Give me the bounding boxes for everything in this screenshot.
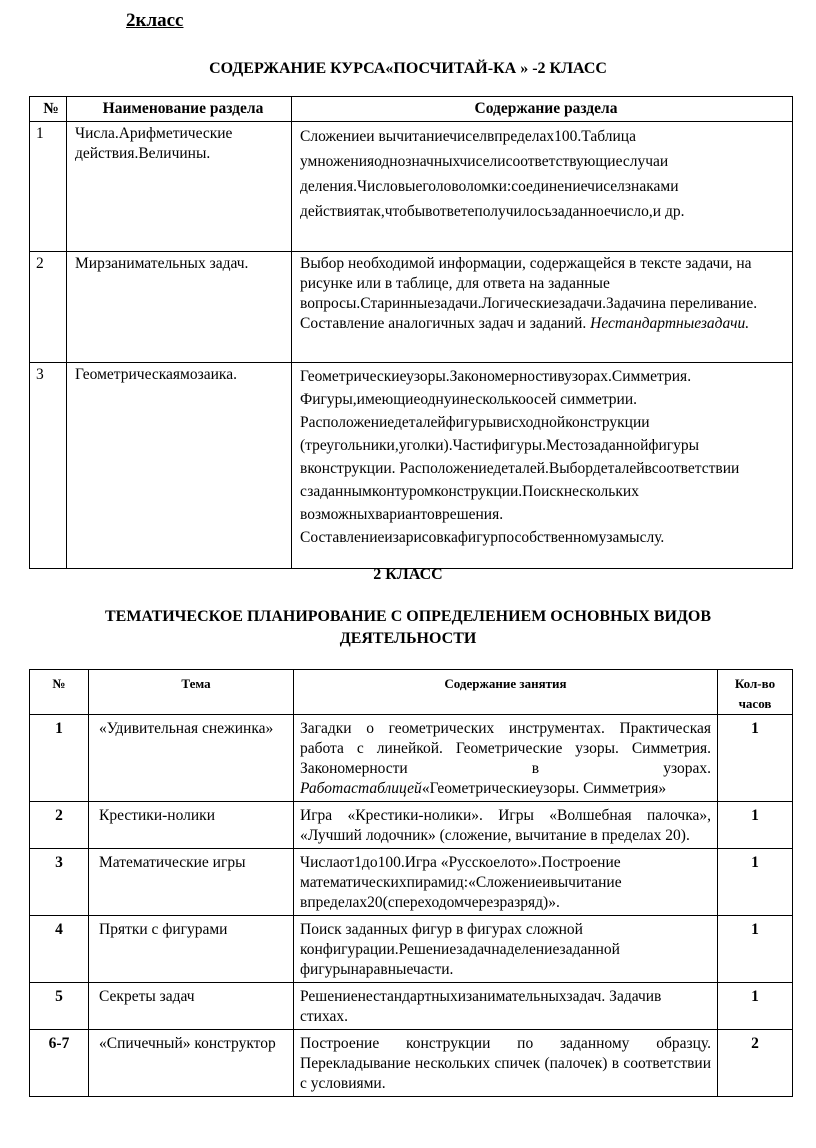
lesson-topic: Секреты задач	[89, 983, 294, 1030]
column-header-lesson-content: Содержание занятия	[294, 670, 718, 715]
lesson-hours: 2	[718, 1030, 793, 1097]
lesson-topic: Крестики-нолики	[89, 802, 294, 849]
table-row	[30, 122, 793, 252]
lesson-hours: 1	[718, 916, 793, 983]
lesson-hours: 1	[718, 849, 793, 916]
table-row	[30, 802, 793, 849]
row-number: 6-7	[30, 1030, 89, 1097]
lesson-content: Решениенестандартныхизанимательныхзадач. Задачив стихах.	[294, 983, 718, 1030]
table-header-row	[30, 670, 793, 715]
lesson-topic: Прятки с фигурами	[89, 916, 294, 983]
thematic-planning-table	[29, 669, 793, 1097]
course-content-table	[29, 96, 793, 569]
lesson-content-tail: «Геометрическиеузоры. Симметрия»	[421, 780, 667, 797]
lesson-topic: «Удивительная снежинка»	[89, 715, 294, 802]
planning-title: ТЕМАТИЧЕСКОЕ ПЛАНИРОВАНИЕ С ОПРЕДЕЛЕНИЕМ ОСНОВНЫХ ВИДОВ ДЕЯТЕЛЬНОСТИ	[104, 608, 712, 647]
column-header-topic: Тема	[89, 670, 294, 715]
section-content-cell	[292, 252, 793, 363]
section-content-italic: Нестандартныезадачи.	[590, 315, 750, 332]
lesson-content-cell	[294, 715, 718, 802]
section-name: Геометрическаямозаика.	[67, 363, 292, 569]
table-row	[30, 715, 793, 802]
row-number: 2	[30, 802, 89, 849]
table-row	[30, 983, 793, 1030]
row-number: 3	[30, 363, 67, 569]
lesson-topic: «Спичечный» конструктор	[89, 1030, 294, 1097]
column-header-section-content: Содержание раздела	[292, 97, 793, 122]
column-header-section-name: Наименование раздела	[67, 97, 292, 122]
lesson-content: Поиск заданных фигур в фигурах сложной конфигурации.Решениезадачнаделениезаданной фигурынаравныечасти.	[294, 916, 718, 983]
column-header-number: №	[30, 670, 89, 715]
section-name: Числа.Арифметические действия.Величины.	[67, 122, 292, 252]
lesson-topic: Математические игры	[89, 849, 294, 916]
row-number: 1	[30, 122, 67, 252]
row-number: 5	[30, 983, 89, 1030]
section-name: Мирзанимательных задач.	[67, 252, 292, 363]
lesson-content: Построение конструкции по заданному образцу. Перекладывание нескольких спичек (палочек) в соответствии с условиями.	[294, 1030, 718, 1097]
lesson-content-italic: Работастаблицей	[300, 780, 422, 797]
lesson-hours: 1	[718, 715, 793, 802]
column-header-number: №	[30, 97, 67, 122]
lesson-content: Загадки о геометрических инструментах. Практическая работа с линейкой. Геометрические узоры. Симметрия. Закономерности в узорах.	[300, 720, 711, 777]
lesson-content: Числаот1до100.Игра «Русскоелото».Построение математическихпирамид:«Сложениеивычитание впределах20(спереходомчерезразряд)».	[294, 849, 718, 916]
course-title: СОДЕРЖАНИЕ КУРСА«ПОСЧИТАЙ-КА » -2 КЛАСС	[209, 60, 607, 77]
table-row	[30, 252, 793, 363]
row-number: 4	[30, 916, 89, 983]
column-header-hours: Кол-во часов	[718, 670, 793, 715]
lesson-content: Игра «Крестики-нолики». Игры «Волшебная палочка», «Лучший лодочник» (сложение, вычитание в пределах 20).	[294, 802, 718, 849]
grade-label: 2класс	[126, 10, 184, 31]
table-row	[30, 363, 793, 569]
section-content: Сложениеи вычитаниечиселвпределах100.Таблица умноженияоднозначныхчиселисоответствующиеслучаи деления.Числовыеголоволомки:соединениечиселзнаками действиятак,чтобывответеполучилосьзаданноечисло,и др.	[292, 122, 793, 252]
table-header-row	[30, 97, 793, 122]
table-row	[30, 849, 793, 916]
section-content: Геометрическиеузоры.Закономерностивузорах.Симметрия. Фигуры,имеющиеоднуинесколькоосей симметрии. Расположениедеталейфигурывисходнойконструкции (треугольники,уголки).Частифигуры.Местозаданнойфигуры вконструкции. Расположениедеталей.Выбордеталейвсоответствии сзаданнымконтуромконструкции.Поискнескольких возможныхвариантоврешения. Составлениеизарисовкафигурпособственномузамыслу.	[292, 363, 793, 569]
section-content: Выбор необходимой информации, содержащейся в тексте задачи, на рисунке или в таблице, для ответа на заданные вопросы.Старинныезадачи.Логическиезадачи.Задачина переливание. Составление аналогичных задач и заданий.	[300, 255, 758, 332]
row-number: 2	[30, 252, 67, 363]
row-number: 1	[30, 715, 89, 802]
table-row	[30, 916, 793, 983]
table-row	[30, 1030, 793, 1097]
grade-heading: 2 КЛАСС	[373, 566, 443, 583]
lesson-hours: 1	[718, 983, 793, 1030]
row-number: 3	[30, 849, 89, 916]
lesson-hours: 1	[718, 802, 793, 849]
